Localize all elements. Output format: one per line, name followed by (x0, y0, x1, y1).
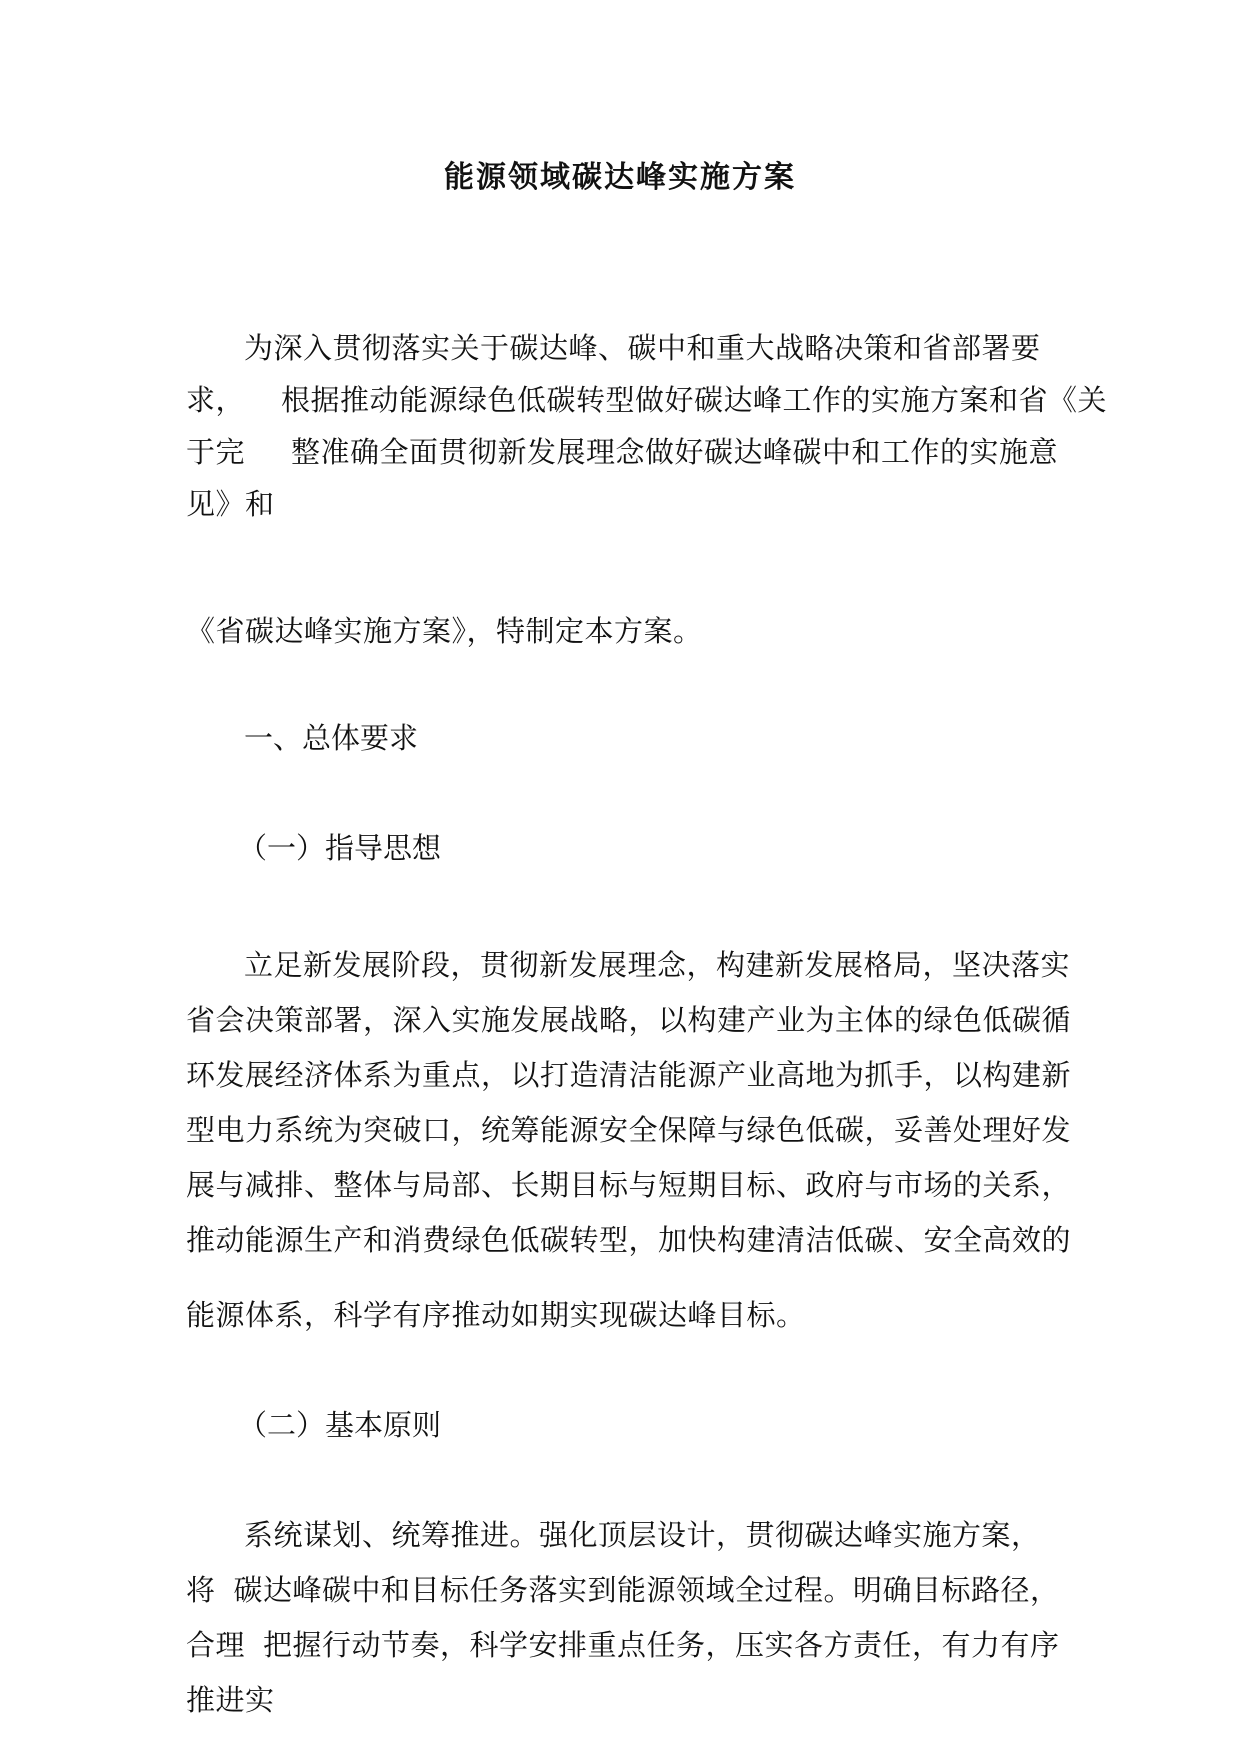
guiding-line-7: 能源体系，科学有序推动如期实现碳达峰目标。 (186, 1298, 806, 1332)
intro-line-3-part-a: 于完 (186, 435, 246, 469)
intro-line-2-part-a: 求， (186, 383, 246, 417)
guiding-line-7-block (186, 1289, 1066, 1341)
intro-paragraph (186, 322, 1108, 530)
principles-line-2 (186, 1563, 1066, 1618)
principles-line-3-part-b: 把握行动节奏，科学安排重点任务，压实各方责任，有力有序 (263, 1628, 1060, 1662)
intro-line-5-block (186, 605, 1066, 657)
intro-line-1: 为深入贯彻落实关于碳达峰、碳中和重大战略决策和省部署要 (244, 331, 1041, 365)
intro-line-3-part-b: 整准确全面贯彻新发展理念做好碳达峰碳中和工作的实施意 (291, 435, 1059, 469)
guiding-thought-paragraph (186, 938, 1072, 1268)
principles-line-1: 系统谋划、统筹推进。强化顶层设计，贯彻碳达峰实施方案， (244, 1518, 1041, 1552)
principles-line-2-part-a: 将 (186, 1573, 216, 1607)
intro-line-5: 《省碳达峰实施方案》，特制定本方案。 (186, 614, 703, 648)
guiding-line-3: 环发展经济体系为重点，以打造清洁能源产业高地为抓手，以构建新 (186, 1058, 1072, 1092)
intro-line-2-part-b: 根据推动能源绿色低碳转型做好碳达峰工作的实施方案和省《关 (281, 383, 1108, 417)
principles-line-3-part-a: 合理 (186, 1628, 246, 1662)
principles-line-4: 推进实 (186, 1683, 275, 1717)
section-heading-overall-requirements: 一、总体要求 (244, 721, 419, 755)
subsection-heading-guiding-thought: （一）指导思想 (238, 831, 442, 865)
principles-paragraph (186, 1508, 1066, 1728)
subsection-heading-basic-principles: （二）基本原则 (238, 1408, 442, 1442)
guiding-line-5: 展与减排、整体与局部、长期目标与短期目标、政府与市场的关系， (186, 1168, 1072, 1202)
document-title: 能源领域碳达峰实施方案 (444, 160, 796, 195)
guiding-line-2: 省会决策部署，深入实施发展战略，以构建产业为主体的绿色低碳循 (186, 1003, 1072, 1037)
intro-line-3 (186, 426, 1066, 478)
principles-line-3 (186, 1618, 1066, 1673)
principles-line-2-part-b: 碳达峰碳中和目标任务落实到能源领域全过程。明确目标路径， (233, 1573, 1060, 1607)
intro-line-2 (186, 374, 1108, 426)
guiding-line-4: 型电力系统为突破口，统筹能源安全保障与绿色低碳，妥善处理好发 (186, 1113, 1072, 1147)
intro-line-4: 见》和 (186, 487, 275, 521)
guiding-line-6: 推动能源生产和消费绿色低碳转型，加快构建清洁低碳、安全高效的 (186, 1223, 1072, 1257)
guiding-line-1: 立足新发展阶段，贯彻新发展理念，构建新发展格局，坚决落实 (244, 948, 1071, 982)
